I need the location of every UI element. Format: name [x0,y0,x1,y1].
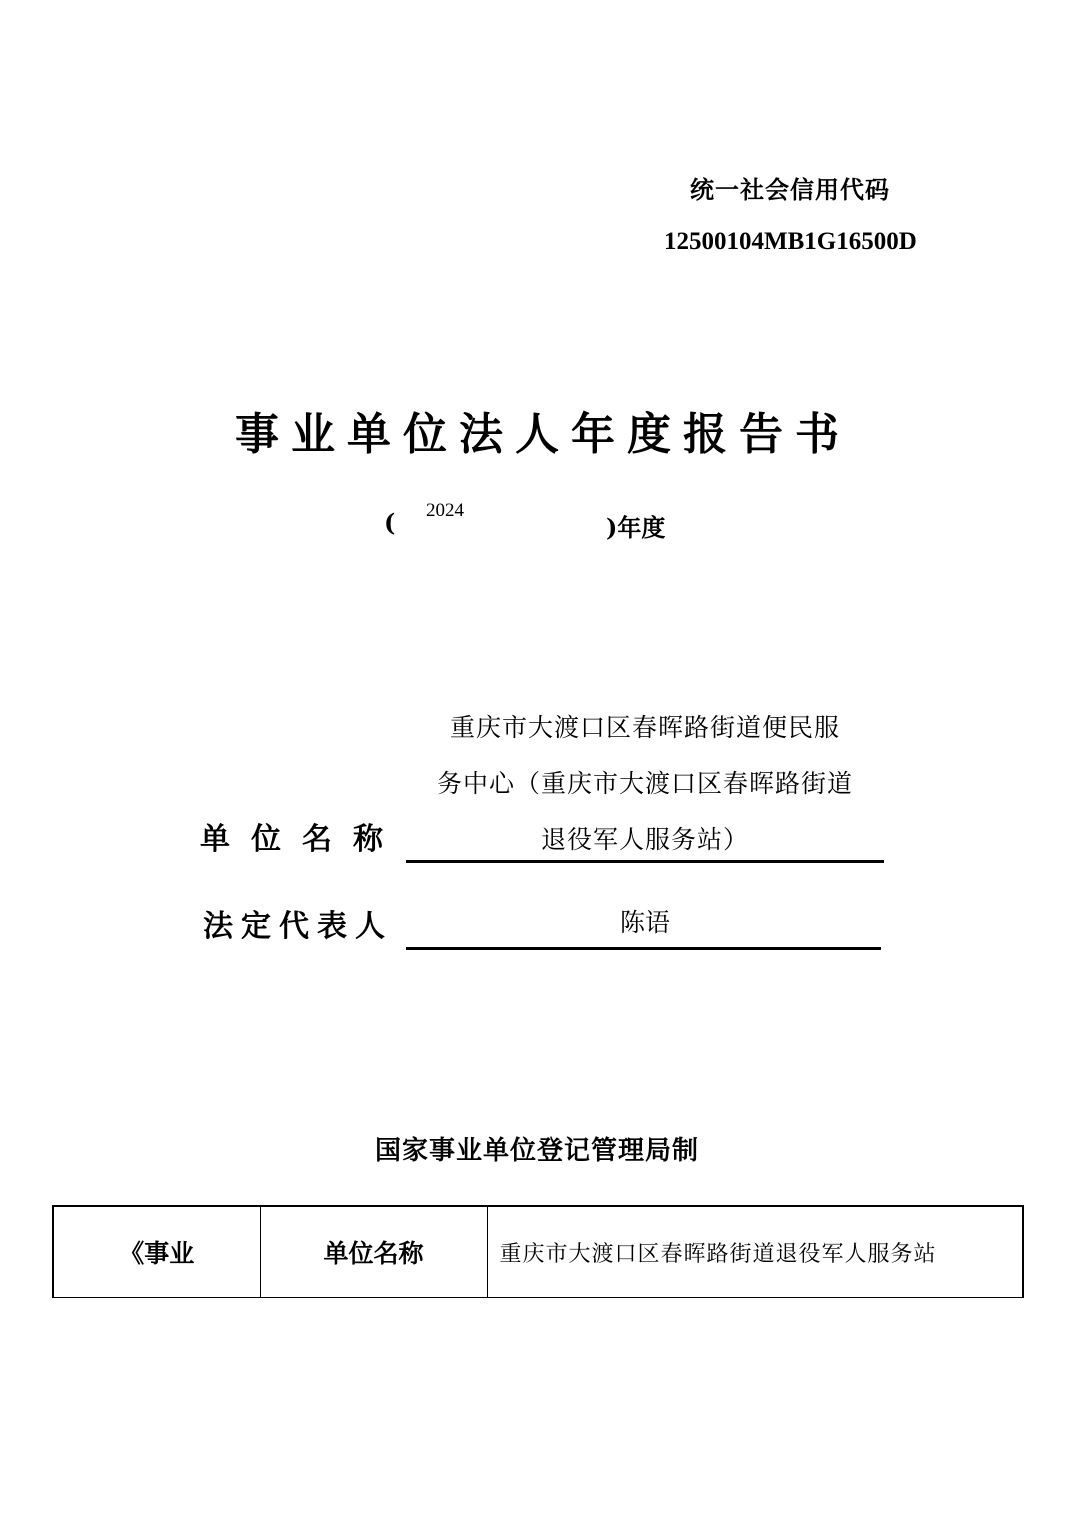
table-cell-col1: 《事业 [53,1206,260,1298]
unit-name-line-1: 重庆市大渡口区春晖路街道便民服 [449,713,840,742]
summary-table [52,1205,1024,1298]
unit-name-line-2: 务中心（重庆市大渡口区春晖路街道 [436,769,853,798]
credit-code-value: 12500104MB1G16500D [664,228,917,255]
table-cell-unit-name-label: 单位名称 [260,1206,487,1298]
year-open-paren: ( [384,508,396,537]
credit-code-label: 统一社会信用代码 [690,175,890,204]
unit-name-underline [406,860,884,863]
unit-name-label: 单位名称 [200,822,404,857]
table-row [53,1206,1023,1298]
document-title: 事业单位法人年度报告书 [235,409,851,460]
table-cell-unit-name-value: 重庆市大渡口区春晖路街道退役军人服务站 [487,1206,1023,1298]
legal-rep-label: 法定代表人 [203,909,393,944]
issuer-line: 国家事业单位登记管理局制 [374,1136,699,1166]
legal-rep-value: 陈语 [619,908,670,937]
unit-name-value [406,700,884,868]
legal-rep-underline [406,947,881,950]
report-year: 2024 [426,500,464,521]
unit-name-line-3: 退役军人服务站） [540,825,749,854]
year-suffix: )年度 [606,513,666,542]
